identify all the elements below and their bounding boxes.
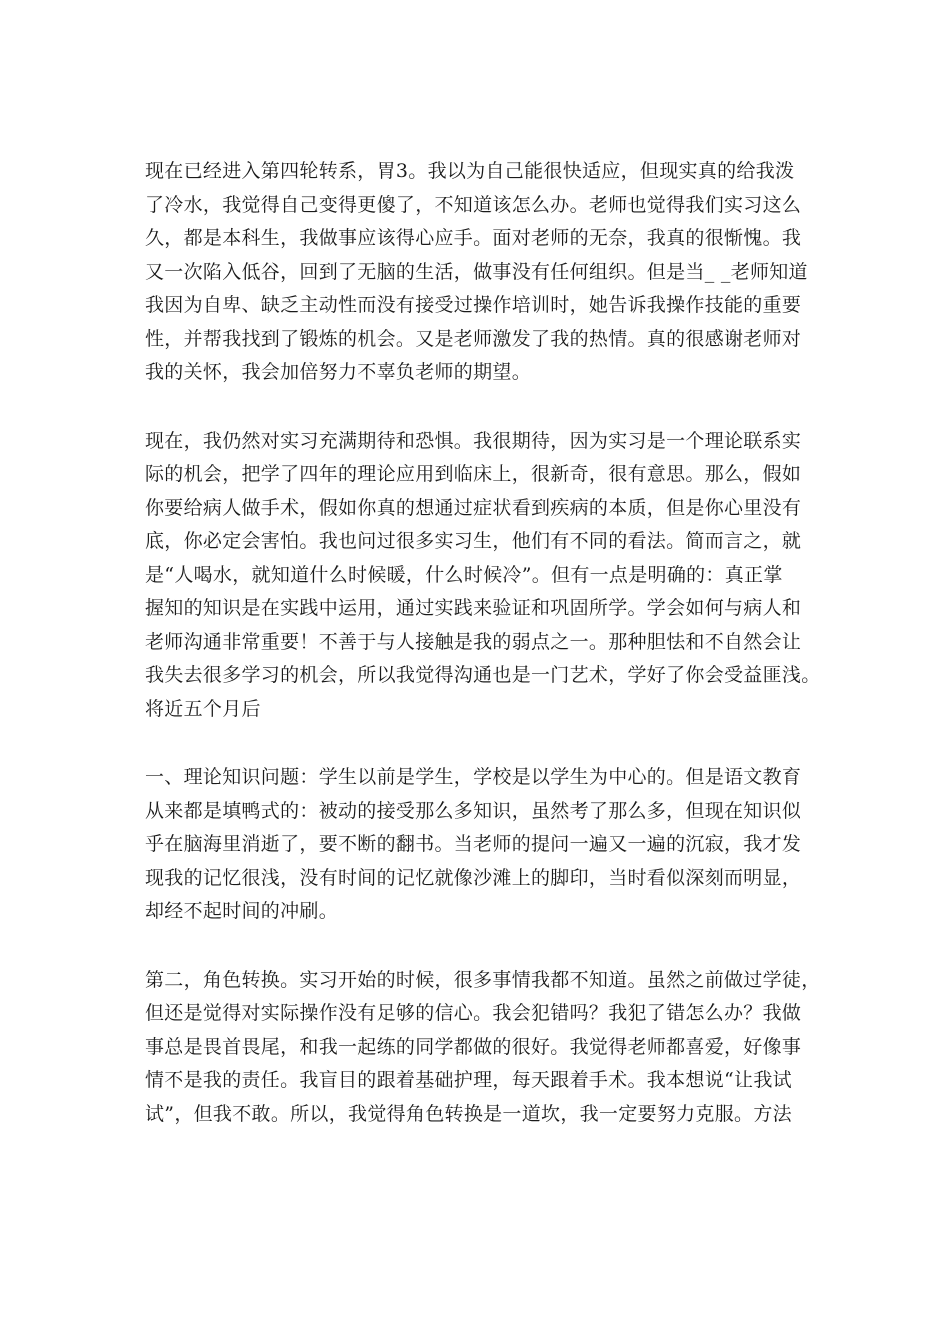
text-line: 我失去很多学习的机会，所以我觉得沟通也是一门艺术，学好了你会受益匪浅。	[145, 664, 821, 686]
text-line: 老师沟通非常重要！不善于与人接触是我的弱点之一。那种胆怯和不自然会让	[145, 630, 802, 653]
paragraph	[145, 964, 821, 1132]
text-line: 情不是我的责任。我盲目的跟着基础护理，每天跟着手术。我本想说“让我试	[145, 1069, 792, 1091]
text-line: 将近五个月后	[145, 697, 261, 720]
text-line: 了冷水，我觉得自己变得更傻了，不知道该怎么办。老师也觉得我们实习这么	[145, 193, 802, 216]
text-line: 现我的记忆很浅，没有时间的记忆就像沙滩上的脚印，当时看似深刻而明显，	[145, 866, 802, 889]
paragraph	[145, 761, 807, 929]
text-line: 但还是觉得对实际操作没有足够的信心。我会犯错吗？我犯了错怎么办？我做	[145, 1002, 802, 1024]
text-line: 际的机会，把学了四年的理论应用到临床上，很新奇，很有意思。那么，假如	[145, 463, 802, 485]
text-line: 我的关怀，我会加倍努力不辜负老师的期望。	[145, 361, 532, 383]
text-line: 现在已经进入第四轮转系，胃3。我以为自己能很快适应，但现实真的给我泼	[145, 160, 795, 182]
text-line: 底，你必定会害怕。我也问过很多实习生，他们有不同的看法。简而言之，就	[145, 530, 802, 552]
text-line: 从来都是填鸭式的：被动的接受那么多知识，虽然考了那么多，但现在知识似	[145, 799, 802, 822]
text-line: 性，并帮我找到了锻炼的机会。又是老师激发了我的热情。真的很感谢老师对	[145, 327, 802, 350]
paragraph	[145, 155, 807, 390]
text-line: 一、理论知识问题：学生以前是学生，学校是以学生为中心的。但是语文教育	[145, 766, 802, 788]
text-line: 又一次陷入低谷，回到了无脑的生活，做事没有任何组织。但是当_ _老师知道	[145, 260, 808, 283]
text-line: 是“人喝水，就知道什么时候暖，什么时候冷”。但有一点是明确的：真正掌	[145, 563, 783, 586]
paragraph	[145, 425, 821, 727]
text-line: 乎在脑海里消逝了，要不断的翻书。当老师的提问一遍又一遍的沉寂，我才发	[145, 833, 802, 855]
text-line: 我因为自卑、缺乏主动性而没有接受过操作培训时，她告诉我操作技能的重要	[145, 294, 802, 316]
text-line: 却经不起时间的冲刷。	[145, 900, 339, 922]
text-line: 你要给病人做手术，假如你真的想通过症状看到疾病的本质，但是你心里没有	[145, 496, 802, 519]
text-line: 久，都是本科生，我做事应该得心应手。面对老师的无奈，我真的很惭愧。我	[145, 227, 802, 249]
text-line: 试”，但我不敢。所以，我觉得角色转换是一道坎，我一定要努力克服。方法	[145, 1102, 792, 1125]
document-body	[145, 155, 821, 1166]
text-line: 现在，我仍然对实习充满期待和恐惧。我很期待，因为实习是一个理论联系实	[145, 429, 802, 452]
text-line: 握知的知识是在实践中运用，通过实践来验证和巩固所学。学会如何与病人和	[145, 597, 802, 619]
text-line: 事总是畏首畏尾，和我一起练的同学都做的很好。我觉得老师都喜爱，好像事	[145, 1035, 802, 1058]
text-line: 第二，角色转换。实习开始的时候，很多事情我都不知道。虽然之前做过学徒，	[145, 968, 821, 991]
